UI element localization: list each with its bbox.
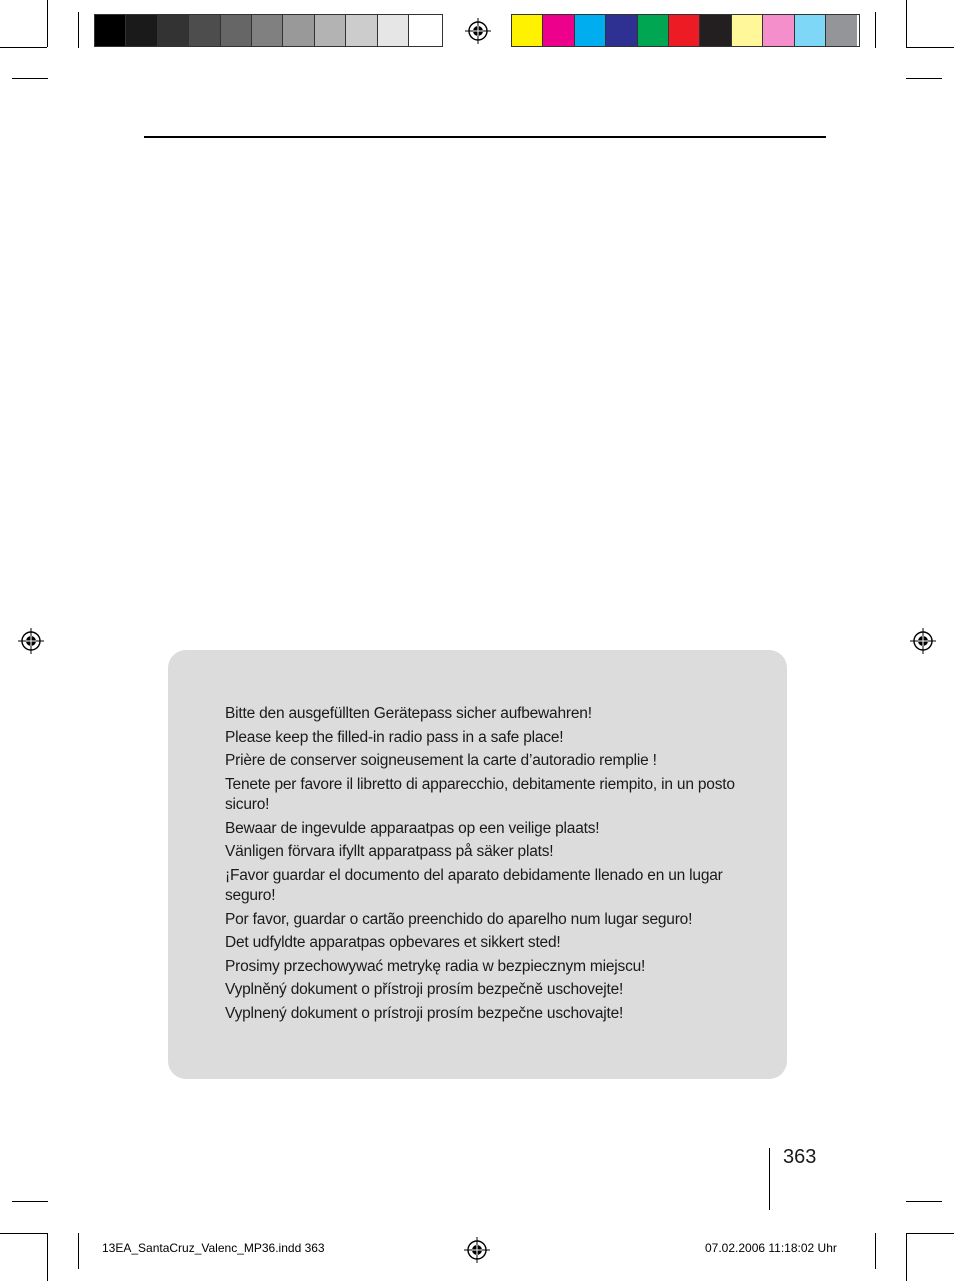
crop-mark <box>78 12 79 48</box>
color-swatch <box>158 15 189 46</box>
color-swatch <box>409 15 440 46</box>
color-swatch <box>378 15 409 46</box>
color-swatch <box>189 15 220 46</box>
notice-line-sv: Vänligen förvara ifyllt apparatpass på säker plats! <box>225 843 554 860</box>
notice-line-fr: Prière de conserver soigneusement la carte d’autoradio remplie ! <box>225 752 657 769</box>
slug-file-name: 13EA_SantaCruz_Valenc_MP36.indd 363 <box>102 1241 325 1255</box>
color-swatch <box>221 15 252 46</box>
registration-mark-icon <box>464 1237 490 1263</box>
crop-mark <box>78 1233 79 1269</box>
notice-line-pl: Prosimy przechowywać metrykę radia w bezpiecznym miejscu! <box>225 957 646 975</box>
color-swatch <box>763 15 794 46</box>
color-swatch <box>700 15 731 46</box>
color-swatch <box>543 15 574 46</box>
notice-line-en: Please keep the filled-in radio pass in a safe place! <box>225 728 564 746</box>
crop-mark <box>906 47 954 48</box>
color-swatch <box>795 15 826 46</box>
notice-line-pt: Por favor, guardar o cartão preenchido do aparelho num lugar seguro! <box>225 910 693 928</box>
crop-mark <box>0 1233 47 1234</box>
notice-list <box>225 704 735 1027</box>
process-color-bar <box>511 14 860 47</box>
color-swatch <box>732 15 763 46</box>
notice-line-cs: Vyplněný dokument o přístroji prosím bezpečně uschovejte! <box>225 981 624 998</box>
crop-mark <box>906 78 942 79</box>
notice-line-es: ¡Favor guardar el documento del aparato debidamente llenado en un lugar seguro! <box>225 866 723 904</box>
color-swatch <box>95 15 126 46</box>
color-swatch <box>512 15 543 46</box>
crop-mark <box>12 1201 48 1202</box>
color-swatch <box>126 15 157 46</box>
crop-mark <box>906 1233 907 1281</box>
color-swatch <box>606 15 637 46</box>
color-swatch <box>669 15 700 46</box>
color-swatch <box>826 15 857 46</box>
color-swatch <box>252 15 283 46</box>
crop-mark <box>875 12 876 48</box>
crop-mark <box>875 1233 876 1269</box>
page-number: 363 <box>783 1146 817 1168</box>
header-rule <box>144 136 826 138</box>
crop-mark <box>906 1201 942 1202</box>
registration-mark-icon <box>18 628 44 654</box>
notice-line-it: Tenete per favore il libretto di apparecchio, debitamente riempito, in un posto sicuro! <box>225 775 735 813</box>
registration-mark-icon <box>910 628 936 654</box>
crop-mark <box>47 1233 48 1281</box>
notice-line-de: Bitte den ausgefüllten Gerätepass sicher aufbewahren! <box>225 705 592 722</box>
color-swatch <box>575 15 606 46</box>
color-swatch <box>638 15 669 46</box>
crop-mark <box>906 1233 954 1234</box>
color-swatch <box>346 15 377 46</box>
notice-line-nl: Bewaar de ingevulde apparaatpas op een veilige plaats! <box>225 819 600 837</box>
slug-timestamp: 07.02.2006 11:18:02 Uhr <box>705 1241 837 1255</box>
crop-mark <box>12 78 48 79</box>
color-swatch <box>315 15 346 46</box>
color-swatch <box>283 15 314 46</box>
page-number-rule <box>769 1148 770 1210</box>
registration-mark-icon <box>465 18 491 44</box>
crop-mark <box>47 0 48 47</box>
crop-mark <box>0 47 47 48</box>
notice-line-da: Det udfyldte apparatpas opbevares et sikkert sted! <box>225 934 561 951</box>
grayscale-color-bar <box>94 14 443 47</box>
notice-line-sk: Vyplnený dokument o prístroji prosím bezpečne uschovajte! <box>225 1004 624 1022</box>
crop-mark <box>906 0 907 47</box>
